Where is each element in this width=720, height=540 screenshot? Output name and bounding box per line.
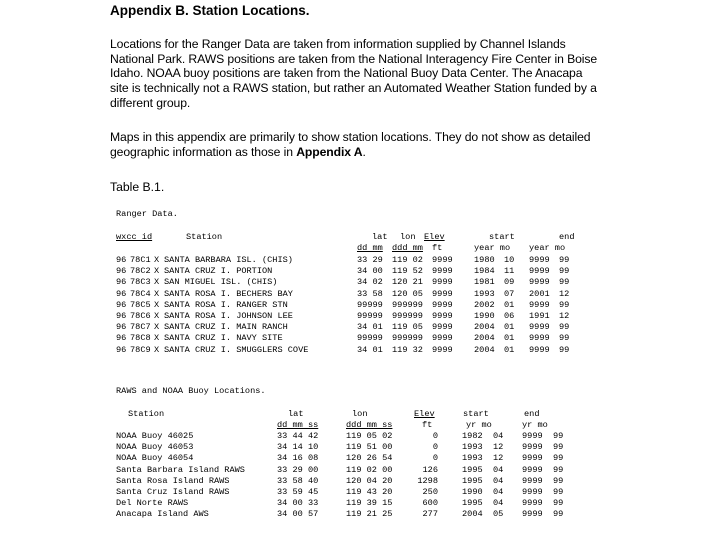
raws-cell-lat: 34 00 57 (277, 509, 319, 520)
raws-cell-start-mo: 12 (493, 453, 504, 464)
ranger-cell-lon: 999999 (392, 333, 423, 344)
raws-cell-station: Santa Rosa Island RAWS (116, 475, 230, 486)
ranger-cell-start-mo: 11 (504, 266, 515, 277)
ranger-cell-end-mo: 99 (559, 277, 570, 288)
ranger-cell-end-mo: 12 (559, 310, 570, 321)
ranger-cell-flag: X (154, 255, 160, 265)
raws-cell-start-yr: 1990 (462, 486, 483, 497)
maps-paragraph (110, 130, 600, 159)
raws-cell-lon: 119 51 00 (346, 442, 393, 453)
appendix-a-reference: Appendix A (296, 144, 363, 159)
raws-header-end: end (524, 409, 540, 419)
ranger-cell-lat: 33 58 (357, 288, 383, 299)
raws-cell-lon: 120 26 54 (346, 453, 393, 464)
ranger-cell-station: SANTA CRUZ I. NAVY SITE (164, 333, 283, 344)
ranger-cell-lat: 33 29 (357, 255, 383, 265)
raws-header-lat-units: dd mm ss (277, 420, 319, 430)
ranger-cell-start-mo: 07 (504, 288, 515, 299)
ranger-cell-start-mo: 01 (504, 333, 515, 344)
raws-cell-station: Anacapa Island AWS (116, 509, 209, 520)
ranger-cell-station: SAN MIGUEL ISL. (CHIS) (164, 277, 278, 288)
ranger-cell-end-mo: 99 (559, 255, 570, 265)
raws-cell-elev: 0 (432, 431, 438, 441)
ranger-cell-wxcc: 96 (116, 277, 127, 288)
ranger-header-id: wxcc id (116, 232, 153, 242)
raws-cell-start-mo: 04 (493, 498, 504, 509)
ranger-cell-wxcc: 96 (116, 344, 127, 355)
raws-cell-lat: 33 59 45 (277, 486, 319, 497)
ranger-cell-end-mo: 99 (559, 333, 570, 344)
ranger-header-elev: Elev (424, 232, 445, 242)
ranger-cell-end-mo: 99 (559, 344, 570, 355)
raws-cell-lon: 119 21 25 (346, 509, 393, 520)
raws-cell-start-mo: 12 (493, 442, 504, 453)
ranger-cell-elev: 9999 (432, 344, 453, 355)
raws-cell-elev: 0 (432, 442, 438, 453)
ranger-cell-end-mo: 99 (559, 299, 570, 310)
ranger-cell-end-mo: 12 (559, 288, 570, 299)
ranger-header-end: end (559, 232, 575, 242)
ranger-header-station: Station (186, 232, 223, 242)
raws-header-end-units: yr mo (522, 420, 548, 430)
ranger-cell-start-year: 2004 (474, 322, 495, 333)
ranger-cell-elev: 9999 (432, 288, 453, 299)
ranger-cell-station: SANTA CRUZ I. PORTION (164, 266, 273, 277)
ranger-header-start: start (489, 232, 515, 242)
raws-cell-station: NOAA Buoy 46054 (116, 453, 194, 464)
ranger-cell-id: 78C6 (130, 310, 151, 321)
raws-cell-start-yr: 1995 (462, 498, 483, 509)
raws-cell-end-yr: 9999 (522, 509, 543, 520)
raws-cell-lat: 34 00 33 (277, 498, 319, 509)
ranger-cell-lon: 119 02 (392, 255, 423, 265)
raws-cell-end-mo: 99 (553, 486, 564, 497)
ranger-cell-start-year: 1990 (474, 310, 495, 321)
raws-cell-lat: 33 58 40 (277, 475, 319, 486)
ranger-cell-station: SANTA BARBARA ISL. (CHIS) (164, 255, 293, 265)
ranger-cell-end-year: 9999 (529, 299, 550, 310)
raws-cell-lon: 119 05 02 (346, 431, 393, 441)
raws-cell-start-mo: 04 (493, 486, 504, 497)
ranger-cell-end-mo: 99 (559, 322, 570, 333)
raws-cell-start-yr: 1995 (462, 464, 483, 475)
ranger-header-lon: lon (400, 232, 416, 242)
raws-header-start: start (463, 409, 489, 419)
raws-cell-end-mo: 99 (553, 453, 564, 464)
raws-table-title: RAWS and NOAA Buoy Locations. (116, 386, 266, 396)
ranger-cell-flag: X (154, 288, 160, 299)
ranger-header-lat: lat (372, 232, 388, 242)
raws-header-lon-units: ddd mm ss (346, 420, 393, 430)
ranger-cell-id: 78C5 (130, 299, 151, 310)
raws-cell-station: NOAA Buoy 46053 (116, 442, 194, 453)
table-caption: Table B.1. (110, 180, 165, 194)
ranger-cell-start-year: 2004 (474, 333, 495, 344)
ranger-cell-id: 78C2 (130, 266, 151, 277)
ranger-cell-end-mo: 99 (559, 266, 570, 277)
ranger-cell-lat: 99999 (357, 333, 383, 344)
raws-cell-lat: 34 14 10 (277, 442, 319, 453)
raws-cell-lat: 33 29 00 (277, 464, 319, 475)
intro-paragraph: Locations for the Ranger Data are taken from information supplied by Channel Islands National Park. RAWS positions are taken from the National Interagency Fire Center in Boise Idaho. NOAA buoy positions are taken from the National Buoy Data Center. The Anacapa site is technically not a RAWS station, but rather an Automated Weather Station funded by a different group. (110, 37, 598, 110)
raws-cell-start-mo: 04 (493, 475, 504, 486)
ranger-cell-start-mo: 01 (504, 299, 515, 310)
ranger-cell-elev: 9999 (432, 255, 453, 265)
ranger-cell-lon: 120 21 (392, 277, 423, 288)
raws-cell-end-mo: 99 (553, 431, 564, 441)
ranger-cell-start-year: 1980 (474, 255, 495, 265)
raws-cell-lon: 120 04 20 (346, 475, 393, 486)
ranger-cell-start-mo: 01 (504, 322, 515, 333)
ranger-cell-id: 78C3 (130, 277, 151, 288)
ranger-cell-flag: X (154, 277, 160, 288)
raws-cell-lon: 119 02 00 (346, 464, 393, 475)
ranger-cell-end-year: 1991 (529, 310, 550, 321)
ranger-cell-id: 78C8 (130, 333, 151, 344)
raws-cell-elev: 250 (422, 486, 438, 497)
ranger-cell-end-year: 9999 (529, 322, 550, 333)
raws-cell-lat: 34 16 08 (277, 453, 319, 464)
raws-header-elev-units: ft (422, 420, 433, 430)
ranger-cell-wxcc: 96 (116, 288, 127, 299)
raws-header-lon: lon (352, 409, 368, 419)
ranger-cell-wxcc: 96 (116, 299, 127, 310)
raws-cell-end-mo: 99 (553, 442, 564, 453)
raws-cell-start-yr: 2004 (462, 509, 483, 520)
maps-paragraph-end: . (362, 144, 366, 159)
ranger-cell-wxcc: 96 (116, 266, 127, 277)
ranger-cell-station: SANTA ROSA I. JOHNSON LEE (164, 310, 293, 321)
raws-cell-station: Santa Cruz Island RAWS (116, 486, 230, 497)
ranger-cell-lat: 99999 (357, 299, 383, 310)
ranger-cell-end-year: 2001 (529, 288, 550, 299)
ranger-cell-start-mo: 09 (504, 277, 515, 288)
raws-cell-end-mo: 99 (553, 464, 564, 475)
raws-cell-elev: 600 (422, 498, 438, 509)
raws-cell-station: NOAA Buoy 46025 (116, 431, 194, 441)
ranger-cell-elev: 9999 (432, 310, 453, 321)
ranger-cell-lat: 34 02 (357, 277, 383, 288)
raws-cell-start-yr: 1993 (462, 442, 483, 453)
ranger-cell-lon: 119 52 (392, 266, 423, 277)
ranger-cell-id: 78C1 (130, 255, 151, 265)
raws-cell-start-yr: 1995 (462, 475, 483, 486)
ranger-cell-flag: X (154, 322, 160, 333)
ranger-cell-start-year: 1993 (474, 288, 495, 299)
raws-cell-end-yr: 9999 (522, 475, 543, 486)
ranger-cell-flag: X (154, 299, 160, 310)
ranger-cell-end-year: 9999 (529, 266, 550, 277)
raws-cell-start-yr: 1982 (462, 431, 483, 441)
raws-cell-elev: 277 (422, 509, 438, 520)
ranger-cell-start-year: 2004 (474, 344, 495, 355)
raws-cell-start-mo: 05 (493, 509, 504, 520)
ranger-cell-flag: X (154, 310, 160, 321)
ranger-cell-elev: 9999 (432, 333, 453, 344)
ranger-header-start-units: year mo (474, 243, 511, 253)
ranger-cell-start-mo: 10 (504, 255, 515, 265)
raws-cell-end-mo: 99 (553, 509, 564, 520)
ranger-cell-start-year: 1984 (474, 266, 495, 277)
ranger-cell-station: SANTA ROSA I. BECHERS BAY (164, 288, 293, 299)
ranger-table-title: Ranger Data. (116, 209, 178, 219)
ranger-cell-lon: 999999 (392, 299, 423, 310)
raws-cell-end-yr: 9999 (522, 486, 543, 497)
ranger-cell-lat: 34 01 (357, 322, 383, 333)
raws-cell-start-mo: 04 (493, 464, 504, 475)
ranger-cell-start-year: 2002 (474, 299, 495, 310)
ranger-cell-wxcc: 96 (116, 333, 127, 344)
ranger-cell-station: SANTA CRUZ I. SMUGGLERS COVE (164, 344, 309, 355)
raws-cell-elev: 1298 (417, 475, 438, 486)
ranger-header-lat-units: dd mm (357, 243, 383, 253)
raws-cell-end-mo: 99 (553, 475, 564, 486)
ranger-cell-lat: 99999 (357, 310, 383, 321)
ranger-cell-start-year: 1981 (474, 277, 495, 288)
ranger-cell-elev: 9999 (432, 299, 453, 310)
ranger-cell-flag: X (154, 344, 160, 355)
raws-cell-end-yr: 9999 (522, 442, 543, 453)
ranger-header-lon-units: ddd mm (392, 243, 423, 253)
ranger-cell-flag: X (154, 333, 160, 344)
ranger-cell-lon: 120 05 (392, 288, 423, 299)
raws-cell-lon: 119 43 20 (346, 486, 393, 497)
raws-cell-end-yr: 9999 (522, 431, 543, 441)
ranger-cell-station: SANTA CRUZ I. MAIN RANCH (164, 322, 288, 333)
ranger-cell-start-mo: 01 (504, 344, 515, 355)
ranger-cell-id: 78C7 (130, 322, 151, 333)
ranger-cell-lon: 999999 (392, 310, 423, 321)
raws-header-lat: lat (288, 409, 304, 419)
ranger-cell-start-mo: 06 (504, 310, 515, 321)
ranger-cell-id: 78C4 (130, 288, 151, 299)
raws-cell-end-yr: 9999 (522, 464, 543, 475)
ranger-cell-end-year: 9999 (529, 344, 550, 355)
ranger-cell-station: SANTA ROSA I. RANGER STN (164, 299, 288, 310)
ranger-cell-end-year: 9999 (529, 277, 550, 288)
ranger-cell-wxcc: 96 (116, 310, 127, 321)
raws-cell-start-mo: 04 (493, 431, 504, 441)
raws-cell-elev: 126 (422, 464, 438, 475)
raws-header-start-units: yr mo (466, 420, 492, 430)
ranger-cell-elev: 9999 (432, 266, 453, 277)
ranger-header-elev-units: ft (432, 243, 443, 253)
raws-cell-end-mo: 99 (553, 498, 564, 509)
ranger-cell-id: 78C9 (130, 344, 151, 355)
ranger-cell-lat: 34 01 (357, 344, 383, 355)
ranger-cell-wxcc: 96 (116, 322, 127, 333)
appendix-heading: Appendix B. Station Locations. (110, 3, 310, 18)
raws-cell-station: Santa Barbara Island RAWS (116, 464, 245, 475)
raws-header-elev: Elev (414, 409, 435, 419)
raws-header-station: Station (128, 409, 165, 419)
ranger-cell-wxcc: 96 (116, 255, 127, 265)
ranger-cell-elev: 9999 (432, 277, 453, 288)
raws-cell-end-yr: 9999 (522, 453, 543, 464)
raws-cell-station: Del Norte RAWS (116, 498, 189, 509)
ranger-header-end-units: year mo (529, 243, 566, 253)
raws-cell-lon: 119 39 15 (346, 498, 393, 509)
raws-cell-end-yr: 9999 (522, 498, 543, 509)
ranger-cell-lon: 119 32 (392, 344, 423, 355)
maps-paragraph-text: Maps in this appendix are primarily to show station locations. They do not show as detailed geographic information as those in (110, 130, 591, 159)
raws-cell-lat: 33 44 42 (277, 431, 319, 441)
raws-cell-start-yr: 1993 (462, 453, 483, 464)
ranger-cell-lon: 119 05 (392, 322, 423, 333)
ranger-cell-end-year: 9999 (529, 255, 550, 265)
ranger-cell-elev: 9999 (432, 322, 453, 333)
ranger-cell-flag: X (154, 266, 160, 277)
raws-cell-elev: 0 (432, 453, 438, 464)
ranger-cell-end-year: 9999 (529, 333, 550, 344)
ranger-cell-lat: 34 00 (357, 266, 383, 277)
